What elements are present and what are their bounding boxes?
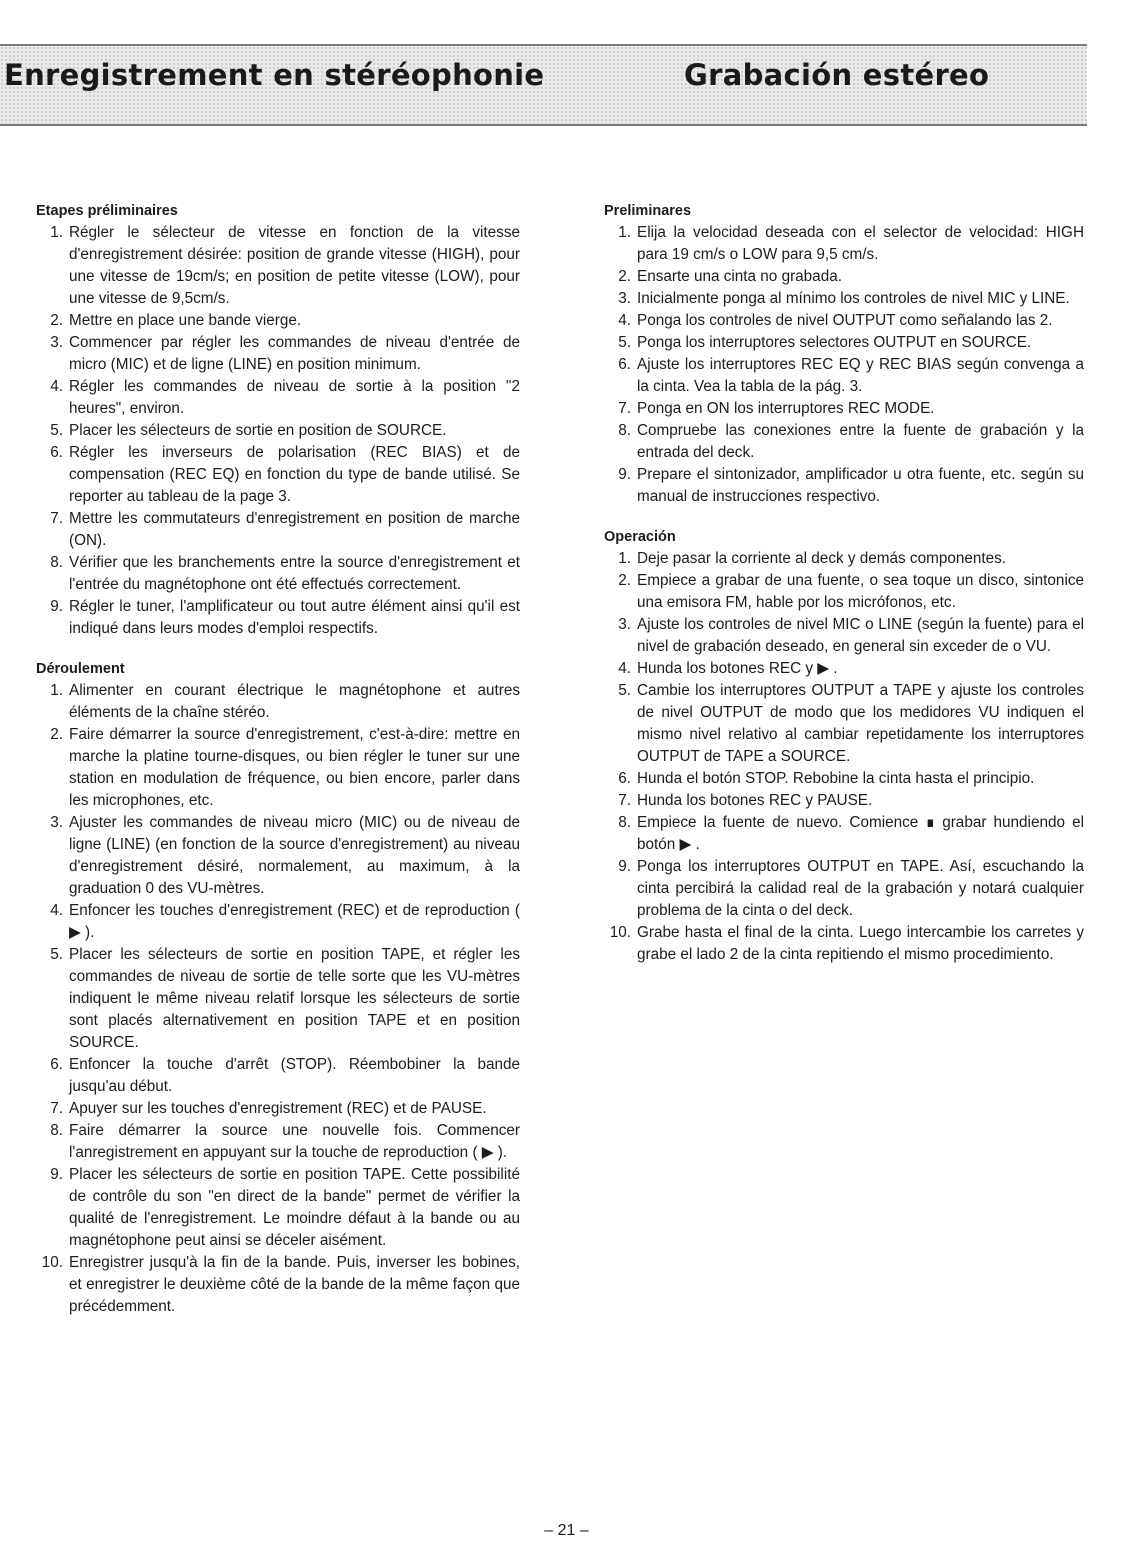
- list-item: [36, 1164, 520, 1252]
- list-item: [36, 900, 520, 944]
- step-number: 7.: [618, 400, 631, 417]
- step-text: Hunda los botones REC y PAUSE.: [637, 792, 873, 809]
- list-item: [36, 944, 520, 1054]
- step-text: Inicialmente ponga al mínimo los controles de nivel MIC y LINE.: [637, 290, 1070, 307]
- page-title-spanish: Grabación estéreo: [684, 58, 990, 92]
- step-text: Placer les sélecteurs de sortie en position TAPE, et régler les commandes de niveau de sortie de telle sorte que les VU-mètres indiquent le même niveau relatif lorsque les sélecteurs de sortie sont placés alternativement en position TAPE et en position SOURCE.: [69, 946, 520, 1051]
- section-heading: Etapes préliminaires: [36, 203, 178, 219]
- step-number: 6.: [618, 356, 631, 373]
- step-text: Cambie los interruptores OUTPUT a TAPE y ajuste los controles de nivel OUTPUT de modo que los medidores VU indiquen el mismo nivel relativo al cambiar repetidamente los interruptores OUTPUT de TAPE a SOURCE.: [637, 682, 1084, 765]
- list-item: [36, 508, 520, 552]
- list-item: [604, 464, 1084, 508]
- list-item: [604, 790, 1084, 812]
- spanish-column: [604, 200, 1084, 984]
- step-text: Placer les sélecteurs de sortie en position de SOURCE.: [69, 422, 447, 439]
- step-number: 7.: [50, 1100, 63, 1117]
- step-text: Ponga los interruptores selectores OUTPUT en SOURCE.: [637, 334, 1032, 351]
- list-item: [604, 266, 1084, 288]
- step-text: Compruebe las conexiones entre la fuente de grabación y la entrada del deck.: [637, 422, 1084, 461]
- list-item: [36, 332, 520, 376]
- step-number: 5.: [50, 422, 63, 439]
- list-item: [604, 614, 1084, 658]
- step-text: Enregistrer jusqu'à la fin de la bande. Puis, inverser les bobines, et enregistrer le deuxième côté de la bande de la même façon que précédemment.: [69, 1254, 520, 1315]
- list-item: [36, 442, 520, 508]
- step-list: [36, 680, 520, 1318]
- step-text: Faire démarrer la source une nouvelle fois. Commencer l'anregistrement en appuyant sur la touche de reproduction ( ▶ ).: [69, 1122, 520, 1161]
- step-number: 1.: [50, 224, 63, 241]
- list-item: [36, 222, 520, 310]
- list-item: [604, 288, 1084, 310]
- list-item: [36, 1120, 520, 1164]
- step-number: 5.: [50, 946, 63, 963]
- step-text: Hunda los botones REC y ▶ .: [637, 660, 838, 677]
- step-text: Empiece la fuente de nuevo. Comience ∎ grabar hundiendo el botón ▶ .: [637, 814, 1084, 853]
- step-text: Régler le tuner, l'amplificateur ou tout autre élément ainsi qu'il est indiqué dans leurs modes d'emploi respectifs.: [69, 598, 520, 637]
- french-column: [36, 200, 520, 1336]
- step-number: 3.: [50, 814, 63, 831]
- list-item: [36, 680, 520, 724]
- step-number: 5.: [618, 334, 631, 351]
- list-item: [604, 680, 1084, 768]
- list-item: [36, 596, 520, 640]
- step-list: [36, 222, 520, 640]
- step-text: Enfoncer la touche d'arrêt (STOP). Réembobiner la bande jusqu'au début.: [69, 1056, 520, 1095]
- step-number: 4.: [618, 312, 631, 329]
- step-number: 1.: [50, 682, 63, 699]
- list-item: [36, 310, 520, 332]
- step-number: 1.: [618, 550, 631, 567]
- list-item: [604, 548, 1084, 570]
- step-text: Alimenter en courant électrique le magnétophone et autres éléments de la chaîne stéréo.: [69, 682, 520, 721]
- step-text: Deje pasar la corriente al deck y demás componentes.: [637, 550, 1007, 567]
- step-number: 8.: [618, 422, 631, 439]
- step-number: 9.: [618, 858, 631, 875]
- step-number: 10.: [41, 1254, 63, 1271]
- step-number: 4.: [50, 378, 63, 395]
- list-item: [36, 420, 520, 442]
- step-text: Prepare el sintonizador, amplificador u otra fuente, etc. según su manual de instrucciones respectivo.: [637, 466, 1084, 505]
- step-number: 8.: [50, 1122, 63, 1139]
- step-number: 3.: [50, 334, 63, 351]
- list-item: [36, 1054, 520, 1098]
- step-text: Ensarte una cinta no grabada.: [637, 268, 842, 285]
- step-number: 8.: [618, 814, 631, 831]
- step-text: Ajuste los interruptores REC EQ y REC BIAS según convenga a la cinta. Vea la tabla de la pág. 3.: [637, 356, 1084, 395]
- step-text: Hunda el botón STOP. Rebobine la cinta hasta el principio.: [637, 770, 1035, 787]
- step-text: Mettre les commutateurs d'enregistrement en position de marche (ON).: [69, 510, 520, 549]
- list-item: [36, 376, 520, 420]
- list-item: [604, 922, 1084, 966]
- section-heading: Operación: [604, 529, 676, 545]
- step-number: 6.: [50, 444, 63, 461]
- step-number: 3.: [618, 616, 631, 633]
- step-number: 9.: [50, 1166, 63, 1183]
- step-number: 6.: [618, 770, 631, 787]
- list-item: [604, 658, 1084, 680]
- step-number: 2.: [618, 572, 631, 589]
- step-number: 9.: [618, 466, 631, 483]
- step-text: Ponga los controles de nivel OUTPUT como señalando las 2.: [637, 312, 1053, 329]
- list-item: [604, 332, 1084, 354]
- step-list: [604, 222, 1084, 508]
- step-text: Régler les commandes de niveau de sortie à la position "2 heures", environ.: [69, 378, 520, 417]
- list-item: [604, 570, 1084, 614]
- step-number: 9.: [50, 598, 63, 615]
- step-text: Mettre en place une bande vierge.: [69, 312, 302, 329]
- step-text: Vérifier que les branchements entre la source d'enregistrement et l'entrée du magnétophone ont été effectués correctement.: [69, 554, 520, 593]
- step-number: 8.: [50, 554, 63, 571]
- list-item: [36, 1252, 520, 1318]
- list-item: [604, 354, 1084, 398]
- list-item: [604, 398, 1084, 420]
- list-item: [36, 552, 520, 596]
- step-text: Elija la velocidad deseada con el selector de velocidad: HIGH para 19 cm/s o LOW para 9,5 cm/s.: [637, 224, 1084, 263]
- list-item: [604, 812, 1084, 856]
- list-item: [36, 812, 520, 900]
- step-number: 1.: [618, 224, 631, 241]
- step-text: Commencer par régler les commandes de niveau d'entrée de micro (MIC) et de ligne (LINE) en position minimum.: [69, 334, 520, 373]
- step-number: 2.: [50, 726, 63, 743]
- step-text: Ponga los interruptores OUTPUT en TAPE. Así, escuchando la cinta percibirá la calidad real de la grabación y notará cualquier problema de la cinta o del deck.: [637, 858, 1084, 919]
- step-text: Faire démarrer la source d'enregistrement, c'est-à-dire: mettre en marche la platine tourne-disques, ou bien régler le tuner sur une station en modulation de fréquence, ou bien encore, parler dans les microphones, etc.: [69, 726, 520, 809]
- step-number: 4.: [50, 902, 63, 919]
- step-number: 7.: [50, 510, 63, 527]
- step-number: 10.: [609, 924, 631, 941]
- step-number: 3.: [618, 290, 631, 307]
- section-heading: Preliminares: [604, 203, 692, 219]
- step-text: Régler les inverseurs de polarisation (REC BIAS) et de compensation (REC EQ) en fonction du type de bande utilisé. Se reporter au tableau de la page 3.: [69, 444, 520, 505]
- list-item: [604, 420, 1084, 464]
- step-list: [604, 548, 1084, 966]
- step-text: Grabe hasta el final de la cinta. Luego intercambie los carretes y grabe el lado 2 de la cinta repitiendo el mismo procedimiento.: [637, 924, 1084, 963]
- step-text: Ajuste los controles de nivel MIC o LINE (según la fuente) para el nivel de grabación deseado, en general sin exceder de o VU.: [637, 616, 1084, 655]
- section-heading: Déroulement: [36, 661, 125, 677]
- page-number: – 21 –: [544, 1522, 589, 1539]
- list-item: [604, 310, 1084, 332]
- list-item: [36, 724, 520, 812]
- step-text: Ajuster les commandes de niveau micro (MIC) ou de niveau de ligne (LINE) (en fonction de la source d'enregistrement) au niveau d'enregistrement désiré, normalement, au maximum, à la graduation 0 des VU-mètres.: [69, 814, 520, 897]
- step-number: 5.: [618, 682, 631, 699]
- list-item: [36, 1098, 520, 1120]
- step-text: Enfoncer les touches d'enregistrement (REC) et de reproduction ( ▶ ).: [69, 902, 520, 941]
- step-number: 7.: [618, 792, 631, 809]
- step-number: 6.: [50, 1056, 63, 1073]
- step-text: Régler le sélecteur de vitesse en fonction de la vitesse d'enregistrement désirée: position de grande vitesse (HIGH), pour une vitesse de 19cm/s; en position de petite vitesse (LOW), pour une vitesse de 9,5cm/s.: [69, 224, 520, 307]
- list-item: [604, 856, 1084, 922]
- step-number: 2.: [50, 312, 63, 329]
- step-text: Apuyer sur les touches d'enregistrement (REC) et de PAUSE.: [69, 1100, 487, 1117]
- step-number: 2.: [618, 268, 631, 285]
- page-title-french: Enregistrement en stéréophonie: [4, 58, 545, 92]
- step-text: Ponga en ON los interruptores REC MODE.: [637, 400, 935, 417]
- list-item: [604, 768, 1084, 790]
- list-item: [604, 222, 1084, 266]
- step-number: 4.: [618, 660, 631, 677]
- step-text: Empiece a grabar de una fuente, o sea toque un disco, sintonice una emisora FM, hable por los micrófonos, etc.: [637, 572, 1084, 611]
- step-text: Placer les sélecteurs de sortie en position TAPE. Cette possibilité de contrôle du son "en direct de la bande" permet de vérifier la qualité de l'enregistrement. Le moindre défaut à la bande ou au magnétophone peut ainsi se déceler aisément.: [69, 1166, 520, 1249]
